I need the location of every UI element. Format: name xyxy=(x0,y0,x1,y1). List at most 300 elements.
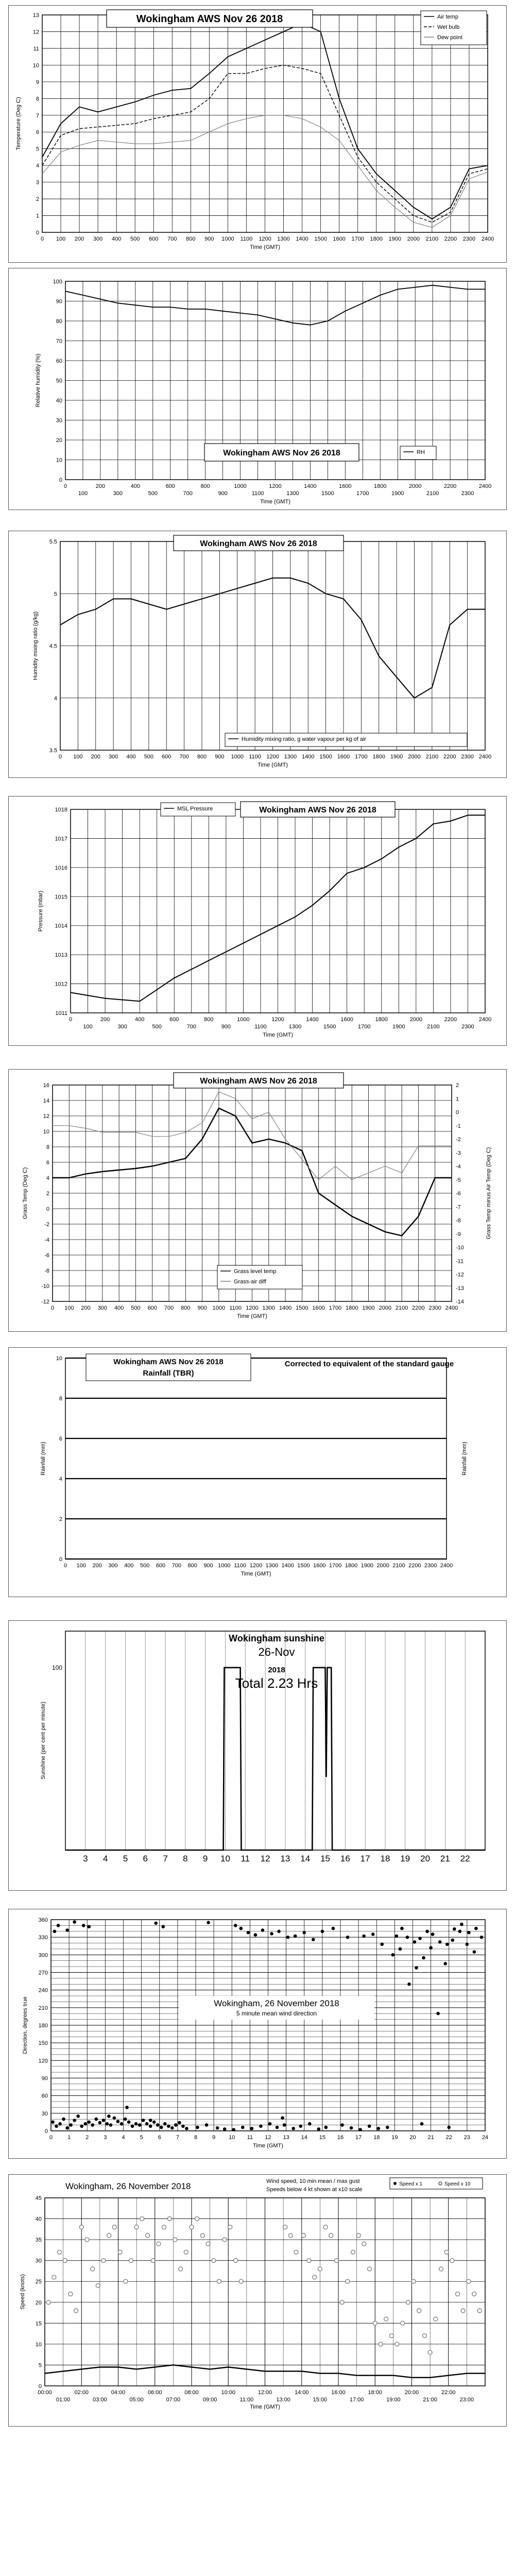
legend-label: Grass-air diff xyxy=(234,1279,266,1285)
wind-direction-chart xyxy=(9,1909,507,2159)
y-tick-label: 7 xyxy=(36,112,39,119)
x-tick-label: 3 xyxy=(83,1854,88,1863)
x-tick-label: 1900 xyxy=(391,490,404,497)
speed-x10-point xyxy=(288,2233,293,2238)
x-tick-label: 14 xyxy=(301,2134,307,2141)
wind-direction-point xyxy=(443,1962,447,1965)
x-tick-label: 100 xyxy=(56,236,66,242)
wind-direction-point xyxy=(142,2119,145,2122)
y-tick-label: 25 xyxy=(35,2279,42,2285)
speed-x10-point xyxy=(162,2225,166,2229)
x-tick-label: 2200 xyxy=(412,1305,425,1311)
x-tick-label: 0 xyxy=(50,1305,55,1311)
x-tick-label: 1700 xyxy=(329,1305,342,1311)
speed-x10-point xyxy=(190,2225,194,2229)
wind-direction-point xyxy=(302,1931,306,1935)
x-axis-label: Time (GMT) xyxy=(258,762,288,768)
x-tick-label: 1700 xyxy=(356,490,369,497)
wind-direction-point xyxy=(107,2114,111,2118)
speed-x10-point xyxy=(346,2279,350,2283)
speed-x10-point xyxy=(46,2300,50,2304)
wind-direction-point xyxy=(283,2123,286,2127)
chart-title: Wokingham sunshine xyxy=(229,1633,324,1643)
x-tick-label: 300 xyxy=(113,490,123,497)
x-tick-label: 2100 xyxy=(392,1563,405,1569)
x-tick-label: 0 xyxy=(63,483,67,489)
wind-direction-point xyxy=(131,2125,134,2128)
x-tick-label: 2300 xyxy=(461,754,474,760)
x-tick-label: 2100 xyxy=(425,236,439,242)
x-tick-label: 01:00 xyxy=(56,2397,71,2403)
speed-x10-point xyxy=(217,2279,221,2283)
y-tick-label: -12 xyxy=(41,1299,49,1305)
y2-tick-label: -14 xyxy=(456,1299,464,1305)
wind-direction-point xyxy=(358,2128,362,2131)
x-tick-label: 1300 xyxy=(265,1563,279,1569)
y2-tick-label: 2 xyxy=(456,1082,459,1089)
speed-x10-point xyxy=(368,2267,372,2271)
chart-note: Speeds below 4 kt shown at x10 scale xyxy=(266,2187,363,2193)
x-tick-label: 1400 xyxy=(306,1016,319,1023)
speed-x10-point xyxy=(107,2233,111,2238)
speed-x10-point xyxy=(362,2242,366,2246)
wind-direction-point xyxy=(321,1929,324,1933)
wind-direction-point xyxy=(232,2128,235,2131)
x-tick-label: 100 xyxy=(78,490,88,497)
x-tick-label: 23:00 xyxy=(459,2397,474,2403)
y2-tick-label: -10 xyxy=(456,1245,464,1251)
y-tick-label: 1016 xyxy=(55,865,67,871)
y2-tick-label: -7 xyxy=(456,1204,461,1211)
y2-tick-label: -2 xyxy=(456,1137,461,1143)
wind-direction-point xyxy=(109,2123,113,2127)
speed-x10-point xyxy=(222,2238,227,2242)
wind-direction-point xyxy=(261,1928,265,1932)
y-tick-label: 0 xyxy=(59,1556,62,1563)
speed-x10-point xyxy=(461,2309,465,2313)
wind-direction-point xyxy=(106,2122,109,2126)
x-tick-label: 4 xyxy=(122,2134,125,2141)
x-tick-label: 22 xyxy=(460,1854,470,1863)
y-tick-label: 10 xyxy=(56,1355,62,1362)
x-tick-label: 1500 xyxy=(296,1305,308,1311)
x-tick-label: 2100 xyxy=(395,1305,408,1311)
wind-direction-point xyxy=(386,2126,389,2129)
x-tick-label: 400 xyxy=(111,236,122,242)
x-tick-label: 23 xyxy=(464,2134,470,2141)
speed-x10-point xyxy=(228,2225,232,2229)
wind-direction-point xyxy=(451,1939,454,1942)
speed-x10-point xyxy=(68,2292,73,2296)
x-tick-label: 900 xyxy=(215,754,225,760)
x-tick-label: 1300 xyxy=(288,1024,302,1030)
x-tick-label: 200 xyxy=(81,1305,91,1311)
x-tick-label: 12:00 xyxy=(258,2389,272,2396)
speed-x10-point xyxy=(74,2309,78,2313)
x-tick-label: 900 xyxy=(204,236,214,242)
x-tick-label: 1800 xyxy=(375,1016,388,1023)
y-tick-label: 0 xyxy=(44,2128,48,2134)
wind-direction-point xyxy=(160,2126,163,2129)
x-tick-label: 200 xyxy=(92,1563,102,1569)
x-tick-label: 19 xyxy=(391,2134,398,2141)
y-tick-label: 180 xyxy=(38,2023,48,2029)
y-tick-label: 20 xyxy=(56,437,62,444)
x-tick-label: 900 xyxy=(221,1024,231,1030)
y-tick-label: 80 xyxy=(56,318,62,325)
x-tick-label: 06:00 xyxy=(147,2389,162,2396)
x-tick-label: 15 xyxy=(319,2134,325,2141)
wind-direction-point xyxy=(152,2121,156,2124)
legend-label: Speed x 1 xyxy=(399,2181,423,2187)
legend-swatch xyxy=(393,2182,397,2185)
y-tick-label: 90 xyxy=(56,298,62,305)
x-tick-label: 800 xyxy=(204,1016,214,1023)
y-tick-label: 270 xyxy=(38,1970,48,1976)
speed-x10-point xyxy=(239,2279,243,2283)
rainfall-chart-panel xyxy=(8,1347,507,1597)
wind-direction-point xyxy=(467,1931,471,1935)
x-tick-label: 1200 xyxy=(249,1563,263,1569)
wind-direction-point xyxy=(167,2125,170,2128)
x-tick-label: 12 xyxy=(260,1854,270,1863)
x-tick-label: 21:00 xyxy=(423,2397,437,2403)
x-tick-label: 11 xyxy=(241,1854,250,1863)
wind-direction-point xyxy=(299,2125,302,2128)
speed-x10-point xyxy=(234,2259,238,2263)
speed-x10-point xyxy=(184,2250,188,2254)
x-tick-label: 200 xyxy=(100,1016,110,1023)
x-tick-label: 300 xyxy=(93,236,103,242)
speed-x10-point xyxy=(79,2225,83,2229)
x-tick-label: 1800 xyxy=(374,483,387,489)
x-tick-label: 1100 xyxy=(240,236,253,242)
x-tick-label: 2 xyxy=(85,2134,89,2141)
speed-x10-point xyxy=(129,2259,133,2263)
x-tick-label: 02:00 xyxy=(74,2389,89,2396)
x-tick-label: 1600 xyxy=(339,483,352,489)
x-tick-label: 10 xyxy=(229,2134,235,2141)
y-tick-label: 90 xyxy=(41,2075,48,2082)
x-tick-label: 1500 xyxy=(314,236,327,242)
x-tick-label: 700 xyxy=(167,236,177,242)
y-tick-label: 9 xyxy=(36,79,39,86)
x-tick-label: 0 xyxy=(63,1563,67,1569)
x-tick-label: 900 xyxy=(203,1563,213,1569)
x-axis-label: Time (GMT) xyxy=(250,2404,280,2410)
chart-title: Wokingham, 26 November 2018 xyxy=(65,2181,191,2191)
wind-direction-point xyxy=(247,1931,250,1935)
y-tick-label: 100 xyxy=(53,279,62,285)
x-tick-label: 800 xyxy=(181,1305,191,1311)
x-tick-label: 700 xyxy=(171,1563,182,1569)
x-tick-label: 09:00 xyxy=(202,2397,217,2403)
x-tick-label: 500 xyxy=(144,754,154,760)
wind-direction-point xyxy=(371,1933,375,1936)
wind-direction-point xyxy=(415,1966,418,1970)
y-tick-label: 330 xyxy=(38,1935,48,1941)
speed-x10-point xyxy=(477,2309,482,2313)
x-tick-label: 1200 xyxy=(259,236,271,242)
x-tick-label: 2000 xyxy=(409,1016,423,1023)
wind-direction-point xyxy=(406,1936,409,1939)
x-tick-label: 2100 xyxy=(427,1024,440,1030)
speed-x10-point xyxy=(212,2259,216,2263)
y2-tick-label: -6 xyxy=(456,1191,461,1197)
x-tick-label: 3 xyxy=(104,2134,107,2141)
y-tick-label: 210 xyxy=(38,2005,48,2011)
legend-label: Humidity mixing ratio, g water vapour per kg of air xyxy=(242,736,367,742)
wind-direction-point xyxy=(178,2121,181,2125)
chart-subtitle: Rainfall (TBR) xyxy=(143,1369,194,1378)
chart-title: Wokingham AWS Nov 26 2018 xyxy=(113,1358,224,1366)
x-tick-label: 6 xyxy=(158,2134,161,2141)
x-tick-label: 2400 xyxy=(481,236,494,242)
y-tick-label: 1015 xyxy=(55,894,67,901)
x-tick-label: 1400 xyxy=(281,1563,294,1569)
x-tick-label: 1200 xyxy=(266,754,279,760)
speed-x10-point xyxy=(428,2350,432,2354)
x-tick-label: 400 xyxy=(126,754,136,760)
wind-direction-point xyxy=(346,1936,350,1939)
x-tick-label: 1600 xyxy=(340,1016,353,1023)
speed-x10-point xyxy=(173,2238,177,2242)
wind-direction-point xyxy=(87,2121,91,2124)
legend-label: Grass level temp xyxy=(234,1268,277,1275)
y-axis-label: Direction, degrees true xyxy=(22,1996,28,2054)
x-tick-label: 2100 xyxy=(425,754,439,760)
x-tick-label: 9 xyxy=(212,2134,216,2141)
x-tick-label: 400 xyxy=(114,1305,124,1311)
x-tick-label: 18 xyxy=(373,2134,380,2141)
wind-direction-point xyxy=(149,2119,152,2122)
wind-direction-point xyxy=(73,2119,76,2122)
x-tick-label: 100 xyxy=(64,1305,74,1311)
y2-tick-label: -5 xyxy=(456,1177,461,1183)
y-tick-label: 45 xyxy=(35,2195,42,2201)
x-tick-label: 2400 xyxy=(440,1563,453,1569)
x-tick-label: 2300 xyxy=(424,1563,437,1569)
wind-direction-point xyxy=(51,2121,55,2124)
x-tick-label: 500 xyxy=(140,1563,150,1569)
wind-direction-point xyxy=(91,2123,94,2127)
chart-title: Wokingham AWS Nov 26 2018 xyxy=(223,448,340,457)
speed-x10-point xyxy=(351,2250,355,2254)
x-tick-label: 6 xyxy=(143,1854,148,1863)
rainfall-chart xyxy=(9,1348,507,1598)
speed-x10-point xyxy=(157,2242,161,2246)
y-tick-label: 5 xyxy=(38,2362,42,2369)
y-tick-label: -10 xyxy=(41,1283,49,1290)
y-tick-label: -4 xyxy=(44,1237,49,1243)
y-tick-label: 0 xyxy=(36,230,39,236)
x-tick-label: 21 xyxy=(427,2134,434,2141)
y-tick-label: 10 xyxy=(32,62,39,69)
x-tick-label: 21 xyxy=(440,1854,450,1863)
wind-direction-point xyxy=(350,2126,353,2130)
grass-temperature-chart-panel xyxy=(8,1069,507,1332)
speed-x10-point xyxy=(200,2233,204,2238)
x-tick-label: 18 xyxy=(380,1854,390,1863)
y-tick-label: 4 xyxy=(59,1476,62,1482)
y-tick-label: 150 xyxy=(38,2040,48,2047)
wind-direction-point xyxy=(205,2123,209,2127)
speed-x10-point xyxy=(422,2334,426,2338)
x-tick-label: 200 xyxy=(95,483,106,489)
x-tick-label: 14:00 xyxy=(294,2389,309,2396)
y-tick-label: 50 xyxy=(56,378,62,384)
x-tick-label: 0 xyxy=(58,754,62,760)
speed-x10-point xyxy=(356,2233,360,2238)
x-tick-label: 0 xyxy=(40,236,44,242)
wind-direction-point xyxy=(268,2122,272,2126)
wind-direction-point xyxy=(395,1935,399,1938)
x-tick-label: 15:00 xyxy=(313,2397,328,2403)
speed-x10-point xyxy=(389,2334,393,2338)
y-tick-label: 60 xyxy=(41,2093,48,2099)
wind-direction-point xyxy=(460,1923,464,1926)
wind-direction-point xyxy=(223,2127,227,2131)
y-tick-label: 13 xyxy=(32,12,39,19)
wind-direction-point xyxy=(58,2122,62,2126)
x-tick-label: 300 xyxy=(117,1024,127,1030)
speed-x10-point xyxy=(450,2259,454,2263)
speed-x10-point xyxy=(118,2250,122,2254)
x-tick-label: 1300 xyxy=(277,236,290,242)
x-tick-label: 2200 xyxy=(408,1563,421,1569)
y-axis-label: Sunshine (per cent per minute) xyxy=(40,1701,46,1780)
x-tick-label: 800 xyxy=(200,483,210,489)
y-tick-label: 2 xyxy=(59,1516,62,1522)
x-tick-label: 300 xyxy=(108,754,118,760)
y-tick-label: 70 xyxy=(56,338,62,345)
legend-label: Dew point xyxy=(437,35,462,41)
speed-x10-point xyxy=(101,2259,106,2263)
x-tick-label: 2300 xyxy=(461,1024,474,1030)
wind-direction-point xyxy=(422,1956,425,1960)
x-tick-label: 8 xyxy=(194,2134,198,2141)
x-tick-label: 1400 xyxy=(279,1305,292,1311)
y-tick-label: 4 xyxy=(54,695,57,702)
wind-direction-point xyxy=(276,2126,279,2129)
x-tick-label: 300 xyxy=(97,1305,108,1311)
x-tick-label: 16 xyxy=(340,1854,350,1863)
speed-x10-point xyxy=(373,2321,377,2325)
wind-direction-point xyxy=(116,2120,120,2123)
x-tick-label: 2200 xyxy=(444,236,457,242)
speed-x10-point xyxy=(417,2309,421,2313)
wind-direction-point xyxy=(196,2126,199,2129)
x-tick-label: 1900 xyxy=(360,1563,374,1569)
speed-x10-point xyxy=(91,2267,95,2271)
y-tick-label: 5.5 xyxy=(49,539,57,545)
mixing-ratio-chart xyxy=(9,531,507,778)
wind-direction-point xyxy=(87,1925,91,1928)
x-tick-label: 11 xyxy=(247,2134,253,2141)
y-tick-label: 1012 xyxy=(55,981,67,988)
wind-direction-point xyxy=(161,1925,165,1928)
y-tick-label: 8 xyxy=(59,1396,62,1402)
wind-direction-point xyxy=(332,1927,335,1930)
y-tick-label: 120 xyxy=(38,2058,48,2064)
x-tick-label: 2000 xyxy=(408,483,422,489)
chart-title: Wokingham AWS Nov 26 2018 xyxy=(136,13,283,25)
y-tick-label: 1011 xyxy=(55,1010,67,1016)
wind-direction-point xyxy=(436,2012,440,2015)
x-tick-label: 2000 xyxy=(407,236,420,242)
x-tick-label: 600 xyxy=(156,1563,166,1569)
chart-title: Wokingham AWS Nov 26 2018 xyxy=(259,805,376,815)
wind-direction-point xyxy=(429,1946,433,1950)
y-axis-label: Speed (knots) xyxy=(20,2274,26,2310)
y-tick-label: 0 xyxy=(38,2383,42,2389)
wind-direction-point xyxy=(154,1922,158,1925)
x-tick-label: 2400 xyxy=(478,483,492,489)
y2-tick-label: -3 xyxy=(456,1150,461,1157)
wind-direction-point xyxy=(62,2117,65,2121)
x-tick-label: 300 xyxy=(108,1563,118,1569)
chart-title: Wokingham AWS Nov 26 2018 xyxy=(200,1076,317,1086)
sunshine-total: Total 2.23 Hrs xyxy=(235,1675,318,1691)
x-tick-label: 1500 xyxy=(321,490,334,497)
temperature-chart-panel xyxy=(8,5,507,263)
x-tick-label: 400 xyxy=(130,483,141,489)
y-tick-label: 3.5 xyxy=(49,748,57,754)
x-tick-label: 1000 xyxy=(231,754,244,760)
wind-direction-point xyxy=(207,1921,210,1924)
wind-direction-point xyxy=(399,1947,402,1951)
x-tick-label: 05:00 xyxy=(129,2397,144,2403)
x-tick-label: 10 xyxy=(220,1854,230,1863)
x-axis-label: Time (GMT) xyxy=(250,244,280,250)
y2-tick-label: -1 xyxy=(456,1123,461,1129)
y-axis-label: Rainfall (mm) xyxy=(40,1442,46,1476)
y-tick-label: 15 xyxy=(35,2320,42,2327)
wind-direction-point xyxy=(281,2116,284,2120)
mixing-ratio-chart-panel xyxy=(8,531,507,778)
wind-direction-point xyxy=(400,1927,404,1930)
x-tick-label: 20 xyxy=(420,1854,431,1863)
y-tick-label: 4 xyxy=(36,163,39,170)
x-tick-label: 1600 xyxy=(312,1305,325,1311)
y-tick-label: 60 xyxy=(56,358,62,364)
wind-direction-point xyxy=(466,1943,469,1946)
x-tick-label: 800 xyxy=(197,754,207,760)
x-tick-label: 400 xyxy=(134,1016,145,1023)
speed-x10-point xyxy=(323,2225,328,2229)
y-tick-label: 30 xyxy=(35,2258,42,2264)
y-tick-label: 2 xyxy=(36,196,39,203)
humidity-chart-panel xyxy=(8,268,507,510)
x-tick-label: 2200 xyxy=(444,1016,457,1023)
x-tick-label: 14 xyxy=(300,1854,311,1863)
y2-tick-label: 1 xyxy=(456,1096,459,1103)
legend-label: Wet bulb xyxy=(437,24,460,30)
x-tick-label: 600 xyxy=(162,754,171,760)
wind-direction-point xyxy=(254,1933,258,1937)
wind-direction-point xyxy=(82,1924,85,1927)
y-tick-label: 5 xyxy=(54,591,57,598)
wind-direction-point xyxy=(259,2125,263,2128)
y-tick-label: 40 xyxy=(56,398,62,404)
x-tick-label: 1000 xyxy=(234,483,247,489)
speed-x10-point xyxy=(395,2342,399,2346)
x-axis-label: Time (GMT) xyxy=(263,1032,293,1038)
legend-swatch xyxy=(439,2182,442,2185)
wind-direction-point xyxy=(413,1940,417,1944)
wind-direction-point xyxy=(125,2106,129,2109)
humidity-chart xyxy=(9,268,507,511)
